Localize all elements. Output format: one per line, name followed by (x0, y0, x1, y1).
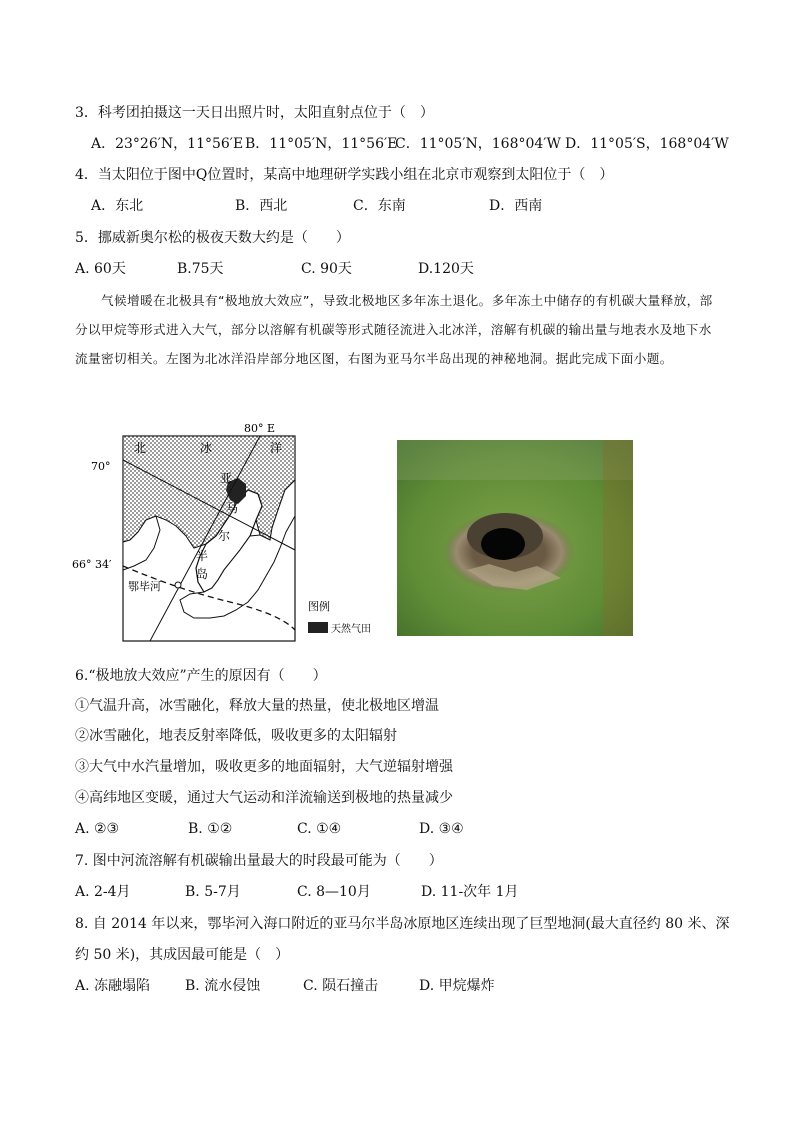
q5-stem: 5．挪威新奥尔松的极夜天数大约是（ ） (75, 230, 350, 246)
q4-option-a: A．东北 (91, 198, 144, 214)
legend-title: 图例 (308, 600, 330, 613)
arctic-coast-map (72, 420, 371, 645)
q7-option-a: A. 2-4月 (75, 884, 131, 900)
q6-statement-3: ③大气中水汽量增加，吸收更多的地面辐射，大气逆辐射增强 (75, 759, 453, 775)
q8-stem-line1: 8. 自 2014 年以来，鄂毕河入海口附近的亚马尔半岛冰原地区连续出现了巨型地洞(最大直径约 80 米、深 (75, 916, 730, 932)
q4-option-b: B．西北 (235, 198, 288, 214)
q3-option-b: B．11°05′N，11°56′E (245, 136, 398, 152)
q6-option-a: A. ②③ (75, 821, 120, 837)
river-label: 鄂毕河 (128, 580, 161, 593)
peninsula-char-4: 半 (196, 549, 209, 563)
q7-option-b: B. 5-7月 (185, 884, 241, 900)
reading-passage: 气候增暖在北极具有“极地放大效应”，导致北极地区多年冻土退化。多年冻土中储存的有机碳大量释放，部分以甲烷等形式进入大气，部分以溶解有机碳等形式随径流进入北冰洋，溶解有机碳的输出量与地表水及地下水流量密切相关。左图为北冰洋沿岸部分地区图，右图为亚马尔半岛出现的神秘地洞。据此完成下面小题。 (75, 293, 713, 366)
q6-option-c: C. ①④ (297, 821, 342, 837)
peninsula-char-3: 尔 (218, 529, 231, 543)
q5-option-b: B.75天 (177, 261, 224, 277)
q5-option-a: A. 60天 (75, 261, 126, 277)
sea-char-3: 洋 (270, 441, 283, 455)
q8-option-c: C. 陨石撞击 (303, 978, 379, 994)
q3-option-a: A．23°26′N，11°56′E (91, 136, 244, 152)
yamal-crater-photo (397, 440, 633, 636)
q5-option-d: D.120天 (418, 261, 474, 277)
q7-stem: 7. 图中河流溶解有机碳输出量最大的时段最可能为（ ） (75, 853, 443, 869)
peninsula-char-2: 马 (226, 501, 239, 515)
sea-char-2: 冰 (200, 441, 213, 455)
q6-statement-4: ④高纬地区变暖，通过大气运动和洋流输送到极地的热量减少 (75, 790, 453, 806)
q3-stem: 3．科考团拍摄这一天日出照片时，太阳直射点位于（ ） (75, 105, 434, 121)
q8-option-b: B. 流水侵蚀 (185, 978, 261, 994)
river-mouth-marker (175, 582, 181, 588)
lon-label: 80° E (244, 422, 276, 435)
q6-option-d: D. ③④ (419, 821, 464, 837)
q8-option-a: A. 冻融塌陷 (75, 978, 151, 994)
q6-stem: 6.“极地放大效应”产生的原因有（ ） (75, 668, 327, 684)
q6-option-b: B. ①② (188, 821, 233, 837)
q7-option-c: C. 8—10月 (297, 884, 371, 900)
q3-option-c: C．11°05′N，168°04′W (395, 136, 561, 152)
peninsula-char-5: 岛 (196, 567, 209, 581)
legend-gas-label: 天然气田 (331, 624, 371, 635)
legend-gas-swatch (308, 622, 328, 633)
q6-statement-2: ②冰雪融化，地表反射率降低，吸收更多的太阳辐射 (75, 728, 397, 744)
peninsula-char-1: 亚 (220, 471, 233, 485)
sea-char-1: 北 (134, 441, 147, 455)
q8-option-d: D. 甲烷爆炸 (419, 978, 495, 994)
q7-option-d: D. 11-次年 1月 (421, 884, 519, 900)
q8-stem-line2: 约 50 米)，其成因最可能是（ ） (75, 947, 290, 963)
crater-hole (481, 528, 525, 560)
q3-option-d: D．11°05′S，168°04′W (565, 136, 729, 152)
q4-stem: 4．当太阳位于图中Q位置时，某高中地理研学实践小组在北京市观察到太阳位于（ ） (75, 167, 614, 183)
q5-option-c: C. 90天 (301, 261, 352, 277)
q4-option-d: D．西南 (489, 198, 543, 214)
q4-option-c: C．东南 (353, 198, 406, 214)
lat-bottom-label: 66° 34′ (72, 558, 112, 571)
lat-top-label: 70° (91, 460, 111, 473)
q6-statement-1: ①气温升高，冰雪融化，释放大量的热量，使北极地区增温 (75, 698, 439, 714)
